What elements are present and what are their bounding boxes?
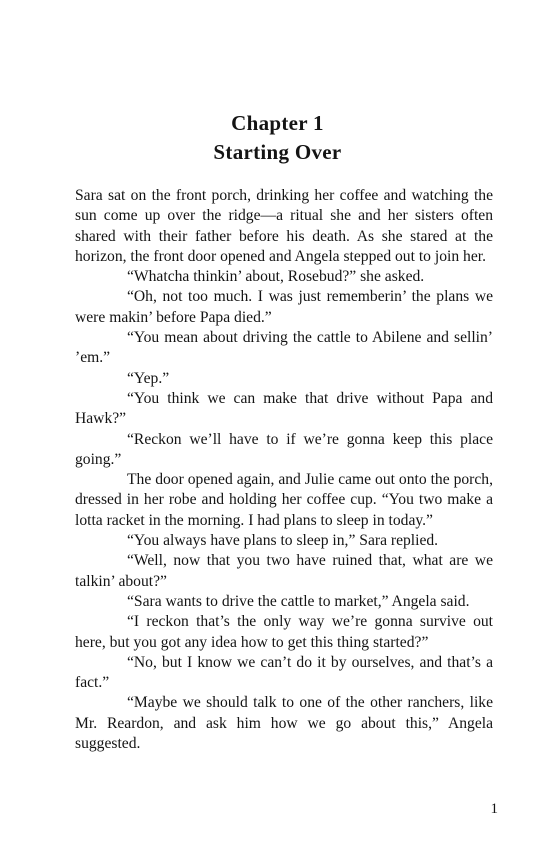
chapter-heading	[0, 109, 555, 167]
chapter-body	[75, 186, 493, 754]
paragraph: “Well, now that you two have ruined that, what are we talkin’ about?”	[75, 552, 493, 590]
chapter-title: Starting Over	[213, 140, 342, 164]
paragraph: “You think we can make that drive without Papa and Hawk?”	[75, 389, 493, 428]
paragraph: The door opened again, and Julie came out onto the porch, dressed in her robe and holding her coffee cup. “You two make a lotta racket in the morning. I had plans to sleep in today.”	[75, 471, 493, 529]
paragraph: Sara sat on the front porch, drinking her coffee and watching the sun come up over the ridge—a ritual she and her sisters often shared with their father before his death. As she stared at the horizon, the front door opened and Angela stepped out to join her.	[75, 187, 493, 265]
paragraph: “You always have plans to sleep in,” Sara replied.	[127, 532, 439, 550]
page-number: 1	[490, 801, 498, 817]
paragraph: “Oh, not too much. I was just rememberin’ the plans we were makin’ before Papa died.”	[75, 288, 493, 326]
paragraph: “I reckon that’s the only way we’re gonna survive out here, but you got any idea how to get this thing started?”	[75, 613, 493, 651]
paragraph: “Reckon we’ll have to if we’re gonna keep this place going.”	[75, 430, 493, 468]
paragraph: “Yep.”	[127, 369, 170, 387]
paragraph: “Maybe we should talk to one of the other ranchers, like Mr. Reardon, and ask him how we go about this,” Angela suggested.	[75, 694, 493, 753]
paragraph: “No, but I know we can’t do it by ourselves, and that’s a fact.”	[75, 653, 493, 692]
paragraph: “You mean about driving the cattle to Abilene and sellin’ ’em.”	[75, 329, 493, 367]
paragraph: “Whatcha thinkin’ about, Rosebud?” she asked.	[127, 268, 425, 286]
chapter-number: Chapter 1	[231, 111, 324, 135]
paragraph: “Sara wants to drive the cattle to market,” Angela said.	[127, 592, 470, 610]
